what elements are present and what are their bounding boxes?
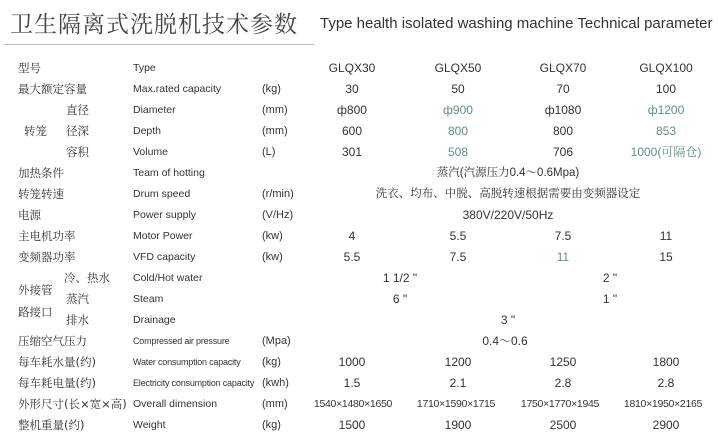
value-glqx50: GLQX50 xyxy=(434,61,482,75)
value-glqx50: 50 xyxy=(451,82,465,96)
value-glqx100: 2.8 xyxy=(657,376,675,390)
row-steam xyxy=(0,289,718,310)
group-label-pipe-port: 路接口 xyxy=(18,305,53,319)
label-en: Steam xyxy=(133,293,164,305)
value-glqx50: 2.1 xyxy=(449,376,467,390)
label-cn: 型号 xyxy=(18,61,41,75)
value-glqx50: 1710×1590×1715 xyxy=(416,398,496,410)
value-glqx100: GLQX100 xyxy=(639,61,693,75)
value-glqx30: 1000 xyxy=(338,355,366,369)
row-water-consumption xyxy=(0,352,718,373)
value-glqx30: 1540×1480×1650 xyxy=(313,398,393,410)
label-en: Drum speed xyxy=(133,188,191,200)
value-glqx100: 853 xyxy=(655,124,677,138)
value-glqx30: 1500 xyxy=(338,418,366,432)
label-en: Max.rated capacity xyxy=(133,83,222,95)
value-glqx50: 800 xyxy=(447,124,469,138)
value-glqx70: 2500 xyxy=(549,418,577,432)
value-glqx100: 1000(可隔仓) xyxy=(630,145,702,159)
label-en: Type xyxy=(133,62,156,74)
value-glqx50: ф900 xyxy=(443,103,473,117)
label-cn: 每车耗电量(约) xyxy=(18,376,96,390)
label-cn: 最大额定容量 xyxy=(18,82,87,96)
unit: (kw) xyxy=(262,251,283,263)
value-all: 3 " xyxy=(500,313,516,327)
label-en: Volume xyxy=(133,146,169,158)
label-cn: 变频器功率 xyxy=(18,250,76,264)
row-motor-power xyxy=(0,226,718,247)
value-glqx70: 7.5 xyxy=(554,229,572,243)
value-glqx70: 1250 xyxy=(549,355,577,369)
value-glqx70-100: 1 " xyxy=(602,292,618,306)
unit: (kw) xyxy=(262,230,283,242)
unit: (kwh) xyxy=(262,377,289,389)
label-cn: 压缩空气压力 xyxy=(18,334,87,348)
label-en: Compressed air pressure xyxy=(133,336,230,346)
label-cn: 转笼转速 xyxy=(18,187,64,201)
label-cn: 加热条件 xyxy=(18,166,64,180)
title-underline xyxy=(4,44,314,45)
value-glqx100: ф1200 xyxy=(647,103,685,117)
label-cn: 蒸汽 xyxy=(66,292,89,306)
page-title-en: Type health isolated washing machine Technical parameter xyxy=(320,15,713,32)
label-en: Overall dimension xyxy=(133,398,218,410)
value-glqx70: 1750×1770×1945 xyxy=(520,398,600,410)
label-en: Team of hotting xyxy=(133,167,205,179)
label-en: Weight xyxy=(133,419,166,431)
row-capacity xyxy=(0,79,718,100)
unit: (mm) xyxy=(262,398,288,410)
label-en: Electricity consumption capacity xyxy=(133,378,255,388)
unit: (kg) xyxy=(262,419,281,431)
value-glqx100: 1800 xyxy=(652,355,680,369)
unit: (mm) xyxy=(262,104,288,116)
value-glqx30-50: 1 1/2 " xyxy=(382,271,418,285)
value-glqx70: 11 xyxy=(556,250,570,264)
row-drum-speed xyxy=(0,184,718,205)
row-power-supply xyxy=(0,205,718,226)
group-label-drum: 转笼 xyxy=(24,124,47,138)
value-glqx50: 7.5 xyxy=(449,250,467,264)
label-en: Motor Power xyxy=(133,230,193,242)
value-all: 蒸汽(汽源压力0.4～0.6Mpa) xyxy=(436,167,580,179)
value-glqx30-50: 6 " xyxy=(392,292,408,306)
label-en: Diameter xyxy=(133,104,176,116)
label-cn: 整机重量(约) xyxy=(18,418,85,432)
value-all: 380V/220V/50Hz xyxy=(462,208,554,222)
label-en: Depth xyxy=(133,125,162,137)
value-all: 洗衣、均布、中脱、高脱转速根据需要由变频器设定 xyxy=(375,188,641,200)
label-en: Cold/Hot water xyxy=(133,272,203,284)
label-cn: 冷、热水 xyxy=(64,271,110,285)
row-weight xyxy=(0,415,718,436)
value-glqx50: 5.5 xyxy=(449,229,467,243)
value-glqx100: 15 xyxy=(659,250,673,264)
label-cn: 每车耗水量(约) xyxy=(18,355,96,369)
label-en: Drainage xyxy=(133,314,176,326)
row-compressed-air xyxy=(0,331,718,352)
unit: (Mpa) xyxy=(262,335,291,347)
row-volume xyxy=(0,142,718,163)
value-glqx50: 1900 xyxy=(444,418,472,432)
value-glqx30: ф800 xyxy=(337,103,367,117)
value-glqx70: 706 xyxy=(552,145,574,159)
label-cn: 径深 xyxy=(66,124,89,138)
label-cn: 排水 xyxy=(66,313,89,327)
value-all: 0.4～0.6 xyxy=(482,334,528,348)
row-heating xyxy=(0,163,718,184)
row-vfd-capacity xyxy=(0,247,718,268)
value-glqx30: 5.5 xyxy=(343,250,361,264)
label-cn: 容积 xyxy=(66,145,89,159)
value-glqx30: 301 xyxy=(341,145,363,159)
unit: (kg) xyxy=(262,356,281,368)
value-glqx30: 1.5 xyxy=(343,376,361,390)
row-model xyxy=(0,58,718,79)
value-glqx70-100: 2 " xyxy=(602,271,618,285)
row-water-inlet xyxy=(0,268,718,289)
value-glqx100: 1810×1950×2165 xyxy=(623,398,703,410)
label-cn: 外形尺寸(长×宽×高) xyxy=(18,397,127,411)
group-label-external-pipe: 外接管 xyxy=(18,283,53,297)
label-en: VFD capacity xyxy=(133,251,196,263)
label-en: Power supply xyxy=(133,209,197,221)
row-diameter xyxy=(0,100,718,121)
value-glqx70: 2.8 xyxy=(554,376,572,390)
value-glqx30: 30 xyxy=(345,82,359,96)
row-dimension xyxy=(0,394,718,415)
label-cn: 主电机功率 xyxy=(18,229,76,243)
value-glqx30: GLQX30 xyxy=(328,61,376,75)
row-drainage xyxy=(0,310,718,331)
value-glqx100: 11 xyxy=(659,229,673,243)
value-glqx70: GLQX70 xyxy=(539,61,587,75)
value-glqx100: 100 xyxy=(655,82,677,96)
value-glqx70: ф1080 xyxy=(544,103,582,117)
unit: (r/min) xyxy=(262,188,294,200)
label-cn: 直径 xyxy=(66,103,89,117)
value-glqx30: 4 xyxy=(348,229,356,243)
row-depth xyxy=(0,121,718,142)
unit: (V/Hz) xyxy=(262,209,294,221)
value-glqx70: 70 xyxy=(556,82,570,96)
header xyxy=(0,0,718,48)
value-glqx100: 2900 xyxy=(652,418,680,432)
page-title-cn: 卫生隔离式洗脱机技术参数 xyxy=(10,12,298,38)
unit: (mm) xyxy=(262,125,288,137)
label-en: Water consumption capacity xyxy=(133,357,241,367)
value-glqx50: 1200 xyxy=(444,355,472,369)
label-cn: 电源 xyxy=(18,208,41,222)
row-electricity xyxy=(0,373,718,394)
value-glqx30: 600 xyxy=(341,124,363,138)
value-glqx70: 800 xyxy=(552,124,574,138)
value-glqx50: 508 xyxy=(447,145,469,159)
unit: (kg) xyxy=(262,83,281,95)
unit: (L) xyxy=(262,146,276,158)
